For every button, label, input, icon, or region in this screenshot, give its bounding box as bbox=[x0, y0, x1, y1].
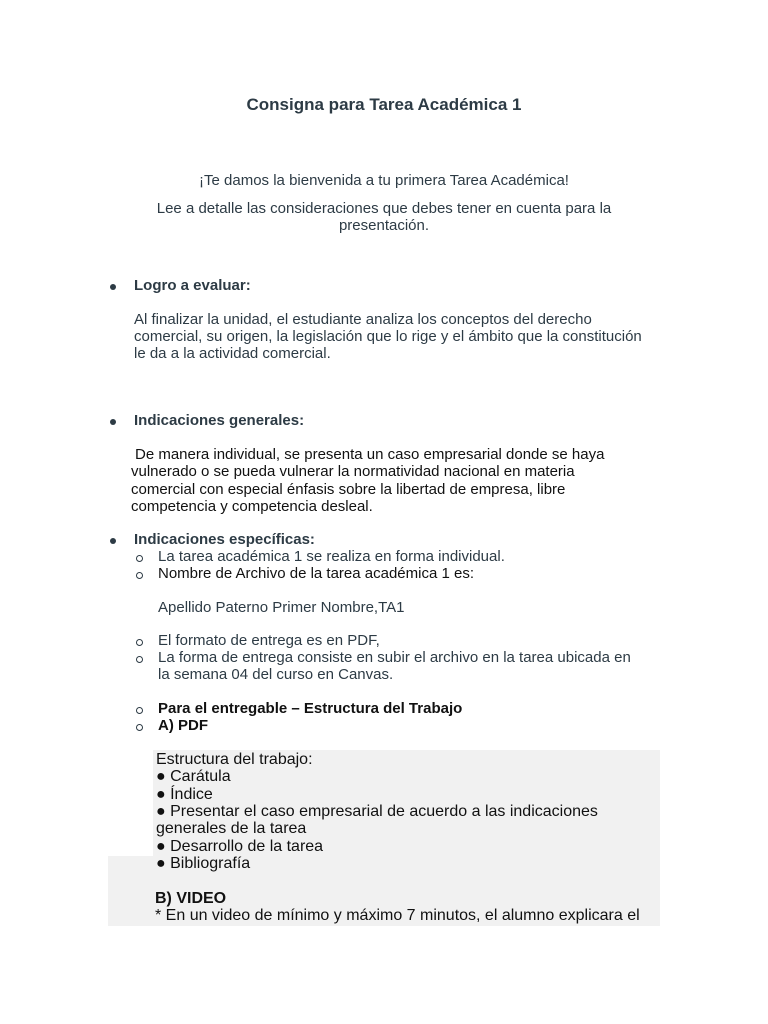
logro-line-3: le da a la actividad comercial. bbox=[134, 345, 331, 362]
ring-bullet bbox=[136, 572, 143, 579]
especificas-item-2: Nombre de Archivo de la tarea académica 1 es: bbox=[158, 565, 475, 582]
generales-heading: Indicaciones generales: bbox=[134, 412, 305, 429]
bullet-especificas bbox=[110, 538, 116, 544]
estructura-line-7: ● Bibliografía bbox=[156, 855, 251, 872]
pdf-heading: A) PDF bbox=[158, 717, 208, 734]
estructura-line-6: ● Desarrollo de la tarea bbox=[156, 838, 324, 855]
generales-line-4: competencia y competencia desleal. bbox=[131, 498, 373, 515]
ring-bullet bbox=[136, 707, 143, 714]
estructura-line-1: Estructura del trabajo: bbox=[156, 751, 313, 768]
especificas-item-3: El formato de entrega es en PDF, bbox=[158, 632, 380, 649]
ring-bullet bbox=[136, 724, 143, 731]
especificas-item-4: La forma de entrega consiste en subir el archivo en la tarea ubicada en bbox=[158, 649, 631, 666]
generales-line-3: comercial con especial énfasis sobre la libertad de empresa, libre bbox=[131, 481, 566, 498]
estructura-line-2: ● Carátula bbox=[156, 768, 231, 785]
especificas-heading: Indicaciones específicas: bbox=[134, 531, 315, 548]
estructura-line-3: ● Índice bbox=[156, 786, 213, 803]
logro-heading: Logro a evaluar: bbox=[134, 277, 251, 294]
intro-text: Lee a detalle las consideraciones que debes tener en cuenta para la presentación. bbox=[156, 200, 612, 234]
video-heading: B) VIDEO bbox=[155, 890, 227, 907]
ring-bullet bbox=[136, 656, 143, 663]
welcome-text: ¡Te damos la bienvenida a tu primera Tarea Académica! bbox=[199, 172, 569, 189]
especificas-item-4-cont: la semana 04 del curso en Canvas. bbox=[158, 666, 394, 683]
ring-bullet bbox=[136, 555, 143, 562]
ring-bullet bbox=[136, 639, 143, 646]
page-title: Consigna para Tarea Académica 1 bbox=[246, 95, 522, 114]
generales-line-2: vulnerado o se pueda vulnerar la normatividad nacional en materia bbox=[131, 463, 575, 480]
video-line: * En un video de mínimo y máximo 7 minutos, el alumno explicara el bbox=[155, 907, 640, 924]
archivo-filename: Apellido Paterno Primer Nombre,TA1 bbox=[158, 599, 405, 616]
entregable-heading: Para el entregable – Estructura del Trabajo bbox=[158, 700, 463, 717]
generales-line-1: De manera individual, se presenta un caso empresarial donde se haya bbox=[135, 446, 605, 463]
especificas-item-1: La tarea académica 1 se realiza en forma individual. bbox=[158, 548, 505, 565]
bullet-logro bbox=[110, 284, 116, 290]
estructura-line-5: generales de la tarea bbox=[156, 820, 307, 837]
bullet-generales bbox=[110, 419, 116, 425]
logro-line-1: Al finalizar la unidad, el estudiante analiza los conceptos del derecho bbox=[134, 311, 592, 328]
logro-line-2: comercial, su origen, la legislación que lo rige y el ámbito que la constitución bbox=[134, 328, 642, 345]
estructura-line-4: ● Presentar el caso empresarial de acuerdo a las indicaciones bbox=[156, 803, 598, 820]
